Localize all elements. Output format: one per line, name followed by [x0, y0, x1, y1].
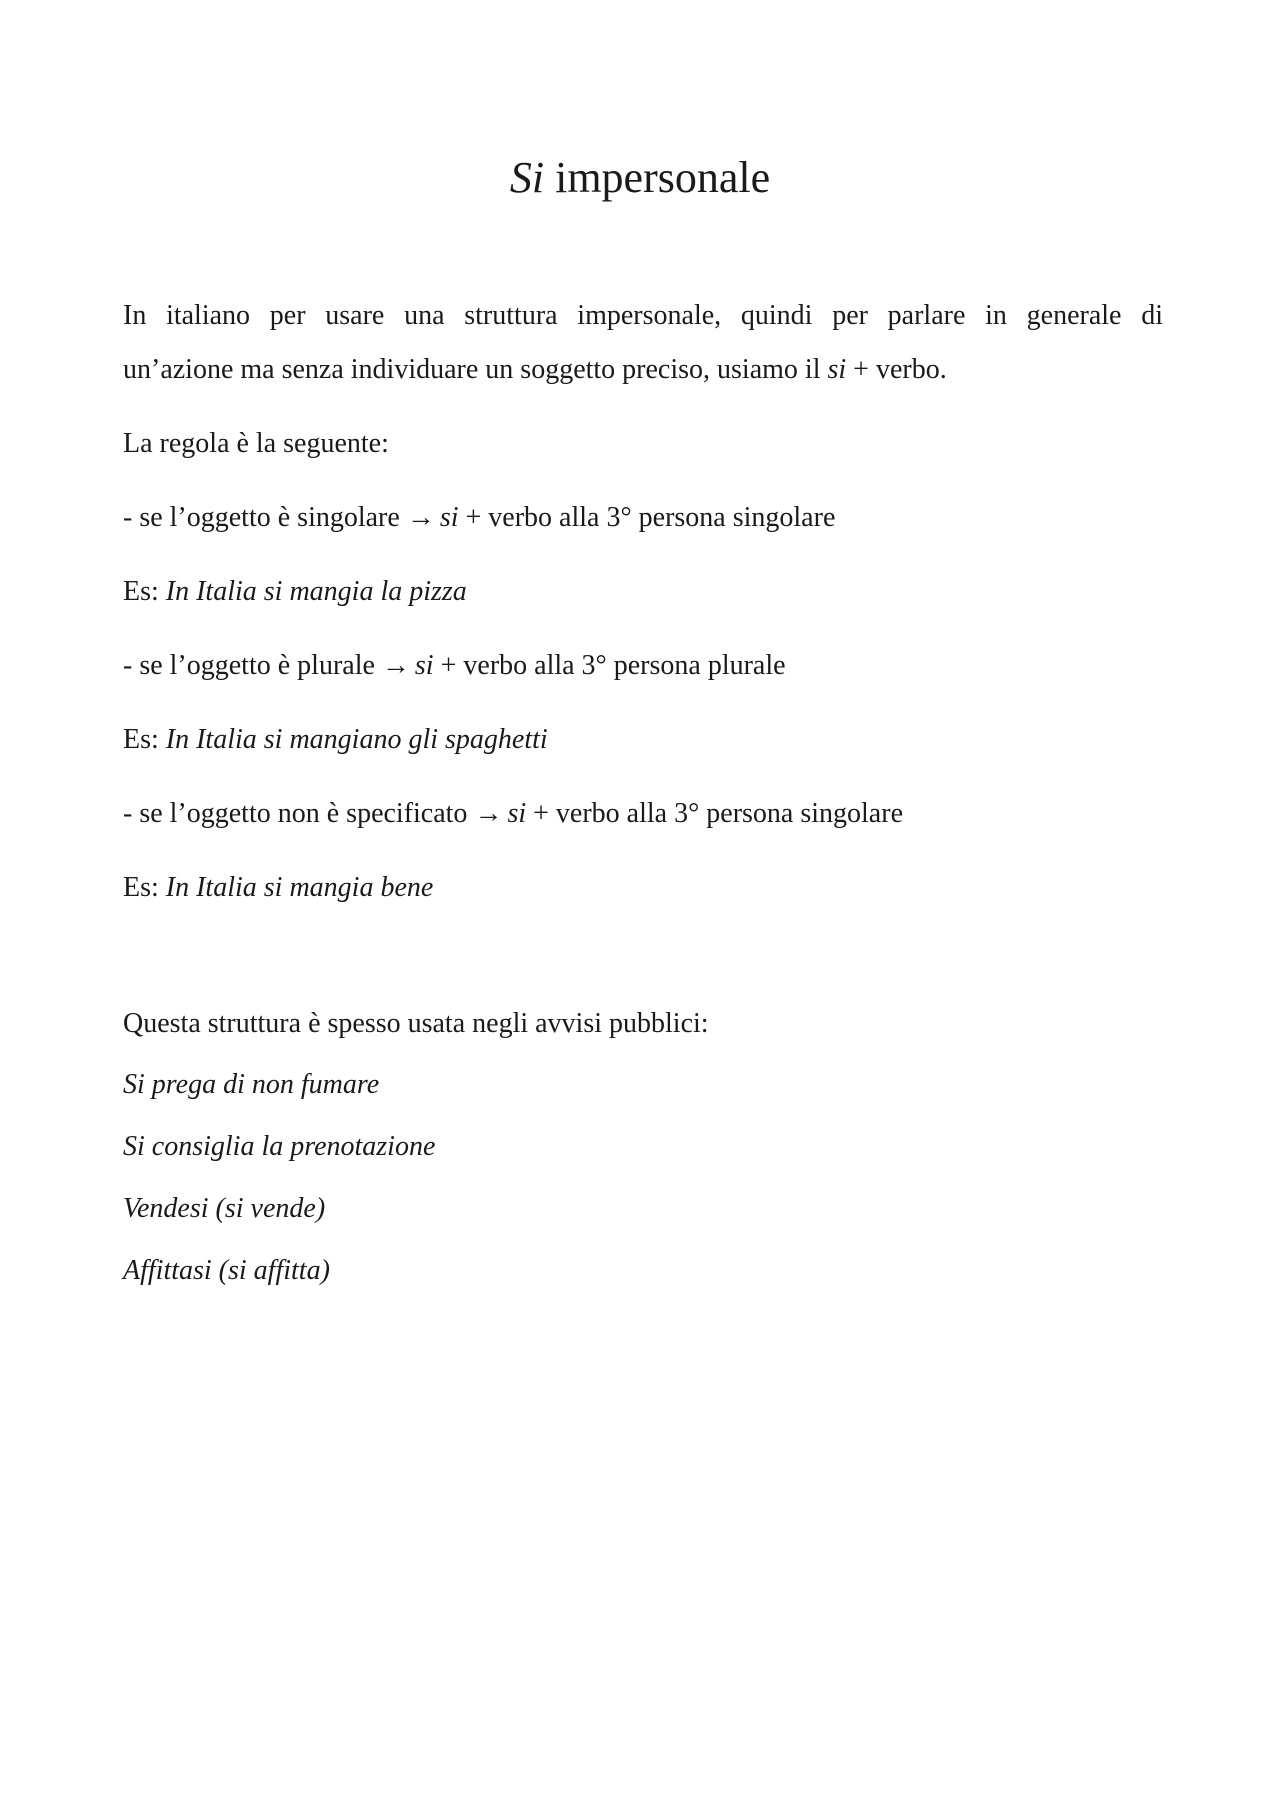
example-text: In Italia si mangia la pizza: [165, 576, 467, 607]
rule-prefix: - se l’oggetto è plurale: [123, 650, 382, 681]
arrow-right-icon: →: [406, 502, 435, 533]
rule-unspecified: [123, 796, 1163, 832]
notice-text: Si prega di non fumare: [123, 1069, 380, 1100]
rule-suffix: + verbo alla 3° persona singolare: [526, 798, 903, 829]
example-label: Es:: [123, 576, 166, 607]
notice-item: [123, 1253, 1163, 1289]
rule-intro: La regola è la seguente:: [123, 428, 389, 459]
intro-text: un’azione ma senza individuare un soggetto preciso, usiamo il: [123, 354, 828, 385]
title-italic: Si: [509, 153, 545, 202]
rule-suffix: + verbo alla 3° persona singolare: [458, 502, 836, 533]
rule-si: si: [414, 650, 434, 681]
intro-line-1: In italiano per usare una struttura impersonale, quindi per parlare in generale di: [123, 300, 1163, 331]
example-unspecified: [123, 870, 1163, 906]
example-singular: [123, 574, 1163, 610]
notice-text: Affittasi (si affitta): [123, 1255, 330, 1286]
rule-si: si: [439, 502, 459, 533]
arrow-right-icon: →: [381, 650, 410, 681]
intro-line-2: [123, 352, 1163, 388]
example-text: In Italia si mangia bene: [165, 872, 434, 903]
example-plural: [123, 722, 1163, 758]
page-title: [0, 150, 1280, 206]
rule-si: si: [507, 798, 527, 829]
rule-plural: [123, 648, 1163, 684]
rule-suffix: + verbo alla 3° persona plurale: [433, 650, 786, 681]
notices-intro: Questa struttura è spesso usata negli avvisi pubblici:: [123, 1008, 709, 1039]
rule-prefix: - se l’oggetto non è specificato: [123, 798, 475, 829]
rule-prefix: - se l’oggetto è singolare: [123, 502, 407, 533]
rule-singular: [123, 500, 1163, 536]
notice-item: [123, 1191, 1163, 1227]
example-label: Es:: [123, 872, 166, 903]
intro-text-end: + verbo.: [846, 354, 947, 385]
intro-si: si: [827, 354, 847, 385]
notice-text: Si consiglia la prenotazione: [123, 1131, 436, 1162]
arrow-right-icon: →: [474, 798, 503, 829]
title-rest: impersonale: [544, 153, 771, 202]
notice-item: [123, 1067, 1163, 1103]
example-text: In Italia si mangiano gli spaghetti: [165, 724, 548, 755]
example-label: Es:: [123, 724, 166, 755]
notice-text: Vendesi (si vende): [123, 1193, 326, 1224]
notice-item: [123, 1129, 1163, 1165]
